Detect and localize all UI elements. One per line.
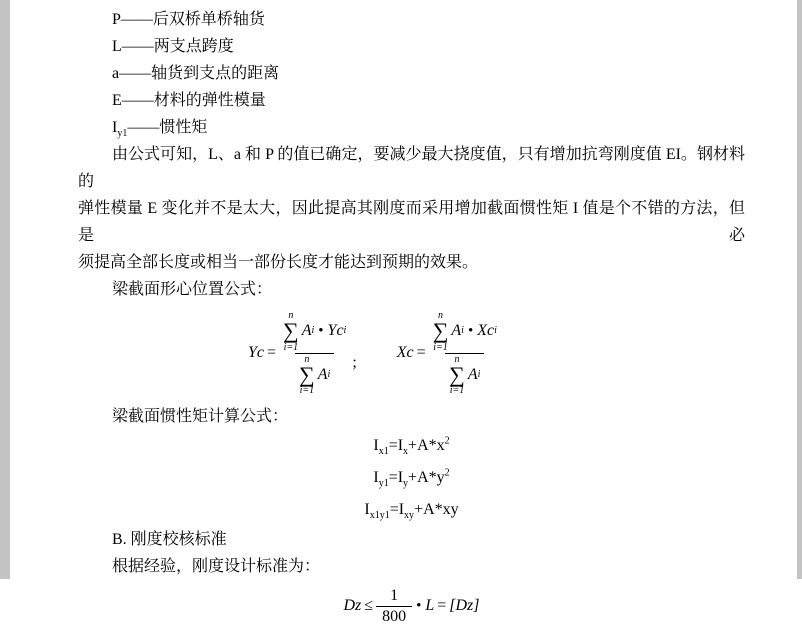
- sum-symbol: [433, 310, 449, 353]
- lhs-sub: y1: [378, 478, 389, 490]
- inertia-formula-line: [78, 494, 745, 526]
- lhs-sub: x1y1: [369, 510, 390, 522]
- bullet-operator: •: [467, 322, 474, 339]
- definition-symbol-sub: y1: [117, 128, 128, 140]
- definition-symbol: E: [112, 92, 122, 109]
- definition-line: [78, 6, 745, 33]
- sigma-icon: ∑: [283, 317, 299, 343]
- sigma-icon: ∑: [299, 361, 315, 387]
- term-Xc: Xc: [477, 322, 495, 340]
- fraction-denominator: 800: [376, 606, 412, 627]
- equals-sign: =: [267, 344, 277, 361]
- sum-lower-limit: i=1: [433, 341, 448, 353]
- term-Yc: Yc: [327, 322, 344, 340]
- rhs-tail: +A*xy: [414, 501, 459, 518]
- semicolon: ;: [352, 354, 357, 372]
- definition-term: 后双桥单桥轴货: [152, 11, 265, 28]
- dz-lhs: Dz: [343, 597, 362, 614]
- sum-upper-limit: n: [438, 309, 444, 321]
- stiffness-formula: [78, 580, 745, 632]
- definition-dash: ——: [121, 38, 154, 55]
- sigma-icon: ∑: [432, 317, 449, 343]
- term-A: A: [467, 365, 478, 383]
- definition-dash: ——: [120, 11, 153, 28]
- definition-symbol: I: [112, 119, 118, 136]
- paragraph-line: 由公式可知，L、a 和 P 的值已确定，要减少最大挠度值，只有增加抗弯刚度值 EI。钢材料的: [78, 146, 745, 190]
- paragraph-line: 弹性模量 E 变化并不是太大，因此提高其刚度而采用增加截面惯性矩 I 值是个不错的方法，但是必: [78, 200, 745, 244]
- definition-symbol: a: [112, 65, 120, 82]
- equals-sign: =: [437, 597, 447, 614]
- definition-line: [78, 114, 745, 141]
- lhs-base: I: [373, 469, 379, 486]
- rhs-sup: 2: [444, 435, 450, 447]
- symbol-definitions: [78, 6, 745, 141]
- rhs-sub: x: [403, 446, 409, 458]
- definition-line: [78, 33, 745, 60]
- fraction: [279, 310, 350, 397]
- xc-lhs: Xc: [396, 344, 414, 361]
- definition-line: [78, 87, 745, 114]
- centroid-formulas: [78, 303, 745, 403]
- dz-L: L: [425, 597, 435, 614]
- sum-symbol: [449, 354, 465, 397]
- stiffness-intro: 根据经验，刚度设计标准为：: [112, 558, 321, 575]
- sum-lower-limit: i=1: [449, 385, 465, 397]
- sum-upper-limit: n: [454, 353, 460, 365]
- sum-lower-limit: i=1: [299, 385, 315, 397]
- lhs-base: I: [364, 501, 370, 518]
- section-b-heading: B. 刚度校核标准: [112, 531, 227, 548]
- definition-term: 两支点跨度: [153, 38, 234, 55]
- term-A: A: [301, 322, 312, 340]
- definition-dash: ——: [121, 92, 154, 109]
- lhs-sub: x1: [378, 446, 389, 458]
- rhs-sup: 2: [444, 467, 450, 479]
- page-right-edge-strip: [797, 0, 802, 579]
- lhs-base: I: [373, 437, 379, 454]
- sum-lower-limit: i=1: [283, 341, 299, 353]
- rhs-sub: xy: [404, 510, 415, 522]
- bullet-operator: •: [416, 597, 422, 614]
- rhs-tail: +A*x: [408, 437, 445, 454]
- inertia-formula-line: [78, 462, 745, 494]
- xc-formula: [397, 310, 501, 397]
- fraction: [376, 586, 412, 627]
- inertia-formulas: [78, 430, 745, 526]
- yc-lhs: Yc: [248, 344, 264, 361]
- sum-upper-limit: n: [304, 353, 310, 365]
- fraction-numerator: n ∑ i=1 A i • Yc i: [283, 309, 347, 353]
- fraction-numerator: 1: [390, 586, 399, 604]
- rhs-base: =I: [389, 501, 405, 518]
- paragraph-line: 须提高全部长度或相当一部份长度才能达到预期的效果。: [78, 254, 479, 271]
- rhs-tail: +A*y: [408, 469, 445, 486]
- document-content: [78, 0, 745, 632]
- definition-dash: ——: [119, 65, 152, 82]
- definition-term: 材料的弹性模量: [153, 92, 266, 109]
- page-left-edge-strip: [0, 0, 10, 579]
- bullet-operator: •: [318, 322, 324, 339]
- definition-symbol: P: [112, 11, 121, 28]
- inertia-heading: 梁截面惯性矩计算公式：: [112, 408, 289, 425]
- fraction-denominator: n ∑ i=1 A i: [445, 353, 484, 397]
- yc-formula: [248, 310, 357, 397]
- sigma-icon: ∑: [449, 361, 465, 387]
- fraction-numerator: n ∑ i=1 A i • Xc i: [432, 309, 497, 353]
- definition-symbol: L: [112, 38, 122, 55]
- definition-term: 惯性矩: [159, 119, 208, 136]
- rhs-base: =I: [388, 469, 404, 486]
- rhs-sub: y: [403, 478, 409, 490]
- body-paragraph: [78, 141, 745, 276]
- term-A: A: [451, 322, 462, 340]
- centroid-heading: 梁截面形心位置公式：: [112, 281, 273, 298]
- inertia-formula-line: [78, 430, 745, 462]
- term-A: A: [317, 365, 328, 383]
- less-equal-sign: ≤: [364, 597, 374, 614]
- equals-sign: =: [416, 344, 426, 361]
- sum-upper-limit: n: [288, 309, 294, 321]
- sum-symbol: [299, 354, 315, 397]
- definition-dash: ——: [127, 119, 160, 136]
- definition-line: [78, 60, 745, 87]
- definition-term: 轴货到支点的距离: [151, 65, 280, 82]
- fraction-denominator: n ∑ i=1 A i: [295, 353, 334, 397]
- sum-symbol: [283, 310, 299, 353]
- rhs-base: =I: [388, 437, 404, 454]
- dz-rhs: [Dz]: [449, 597, 480, 614]
- fraction: [429, 310, 501, 397]
